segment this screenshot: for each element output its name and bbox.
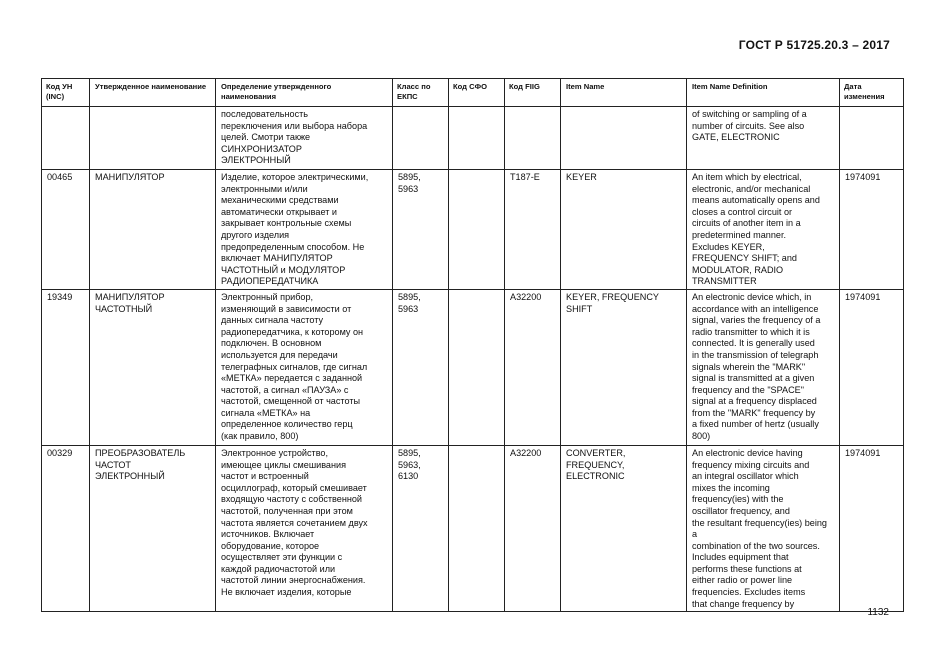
cell-fiig xyxy=(505,107,561,170)
catalog-table xyxy=(41,78,904,612)
cell-fiig: T187-E xyxy=(505,170,561,290)
cell-ekps xyxy=(393,107,449,170)
header-code-un: Код УН (INC) xyxy=(42,79,90,107)
cell-code xyxy=(42,107,90,170)
cell-definition: Изделие, которое электрическими, электронными и/или механическими средствами автоматически открывает и закрывает контрольные схемы другого изделия предопределенным способом. Не включает МАНИПУЛЯТОР ЧАСТОТНЫЙ и МОДУЛЯТОР РАДИОПЕРЕДАТЧИКА xyxy=(216,170,393,290)
cell-sfo xyxy=(449,289,505,445)
cell-date xyxy=(840,107,904,170)
cell-ekps: 5895, 5963 xyxy=(393,289,449,445)
cell-item-name xyxy=(561,107,687,170)
cell-fiig: A32200 xyxy=(505,289,561,445)
cell-name: МАНИПУЛЯТОР ЧАСТОТНЫЙ xyxy=(90,289,216,445)
header-fiig-code: Код FIIG xyxy=(505,79,561,107)
cell-sfo xyxy=(449,170,505,290)
cell-code: 00465 xyxy=(42,170,90,290)
cell-item-definition: of switching or sampling of a number of circuits. See also GATE, ELECTRONIC xyxy=(687,107,840,170)
header-item-name: Item Name xyxy=(561,79,687,107)
cell-item-name: KEYER xyxy=(561,170,687,290)
cell-ekps: 5895, 5963 xyxy=(393,170,449,290)
cell-sfo xyxy=(449,445,505,611)
header-sfo-code: Код СФО xyxy=(449,79,505,107)
cell-date: 1974091 xyxy=(840,289,904,445)
cell-ekps: 5895, 5963, 6130 xyxy=(393,445,449,611)
cell-item-name: CONVERTER, FREQUENCY, ELECTRONIC xyxy=(561,445,687,611)
cell-code: 19349 xyxy=(42,289,90,445)
document-standard-header: ГОСТ Р 51725.20.3 – 2017 xyxy=(738,38,890,52)
cell-item-definition: An item which by electrical, electronic, and/or mechanical means automatically opens and closes a control circuit or circuits of another item in a predetermined manner. Excludes KEYER, FREQUENCY SHIFT; and MODULATOR, RADIO TRANSMITTER xyxy=(687,170,840,290)
cell-fiig: A32200 xyxy=(505,445,561,611)
cell-date: 1974091 xyxy=(840,445,904,611)
header-approved-definition: Определение утвержденного наименования xyxy=(216,79,393,107)
header-change-date: Дата изменения xyxy=(840,79,904,107)
cell-item-definition: An electronic device having frequency mixing circuits and an integral oscillator which mixes the incoming frequency(ies) with the oscillator frequency, and the resultant frequency(ies) being a combination of the two sources. Includes equipment that performs these functions at either radio or power line frequencies. Excludes items that change frequency by xyxy=(687,445,840,611)
header-item-name-definition: Item Name Definition xyxy=(687,79,840,107)
header-ekps-class: Класс по ЕКПС xyxy=(393,79,449,107)
cell-name: ПРЕОБРАЗОВАТЕЛЬ ЧАСТОТ ЭЛЕКТРОННЫЙ xyxy=(90,445,216,611)
cell-code: 00329 xyxy=(42,445,90,611)
cell-item-name: KEYER, FREQUENCY SHIFT xyxy=(561,289,687,445)
table-row xyxy=(42,289,904,445)
table-row xyxy=(42,445,904,611)
page-number: 1132 xyxy=(867,607,889,618)
cell-definition: Электронный прибор, изменяющий в зависимости от данных сигнала частоту радиопередатчика, к которому он подключен. В основном используется для передачи телеграфных сигналов, где сигнал «МЕТКА» передается с заданной частотой, а сигнал «ПАУЗА» с частотой, смещенной от частоты сигнала «МЕТКА» на определенное количество герц (как правило, 800) xyxy=(216,289,393,445)
cell-definition: Электронное устройство, имеющее циклы смешивания частот и встроенный осциллограф, который смешивает входящую частоту с собственной частотой, полученная при этом частота является сочетанием двух источников. Включает оборудование, которое осуществляет эти функции с каждой радиочастотой или частотой линии энергоснабжения. Не включает изделия, которые xyxy=(216,445,393,611)
cell-item-definition: An electronic device which, in accordance with an intelligence signal, varies the frequency of a radio transmitter to which it is connected. It is generally used in the transmission of telegraph signals wherein the "MARK" signal is transmitted at a given frequency and the "SPACE" signal at a frequency displaced from the "MARK" frequency by a fixed number of hertz (usually 800) xyxy=(687,289,840,445)
header-approved-name: Утвержденное наименование xyxy=(90,79,216,107)
table-row xyxy=(42,107,904,170)
cell-name: МАНИПУЛЯТОР xyxy=(90,170,216,290)
cell-date: 1974091 xyxy=(840,170,904,290)
cell-name xyxy=(90,107,216,170)
cell-sfo xyxy=(449,107,505,170)
table-header-row xyxy=(42,79,904,107)
table-row xyxy=(42,170,904,290)
cell-definition: последовательность переключения или выбора набора целей. Смотри также СИНХРОНИЗАТОР ЭЛЕКТРОННЫЙ xyxy=(216,107,393,170)
